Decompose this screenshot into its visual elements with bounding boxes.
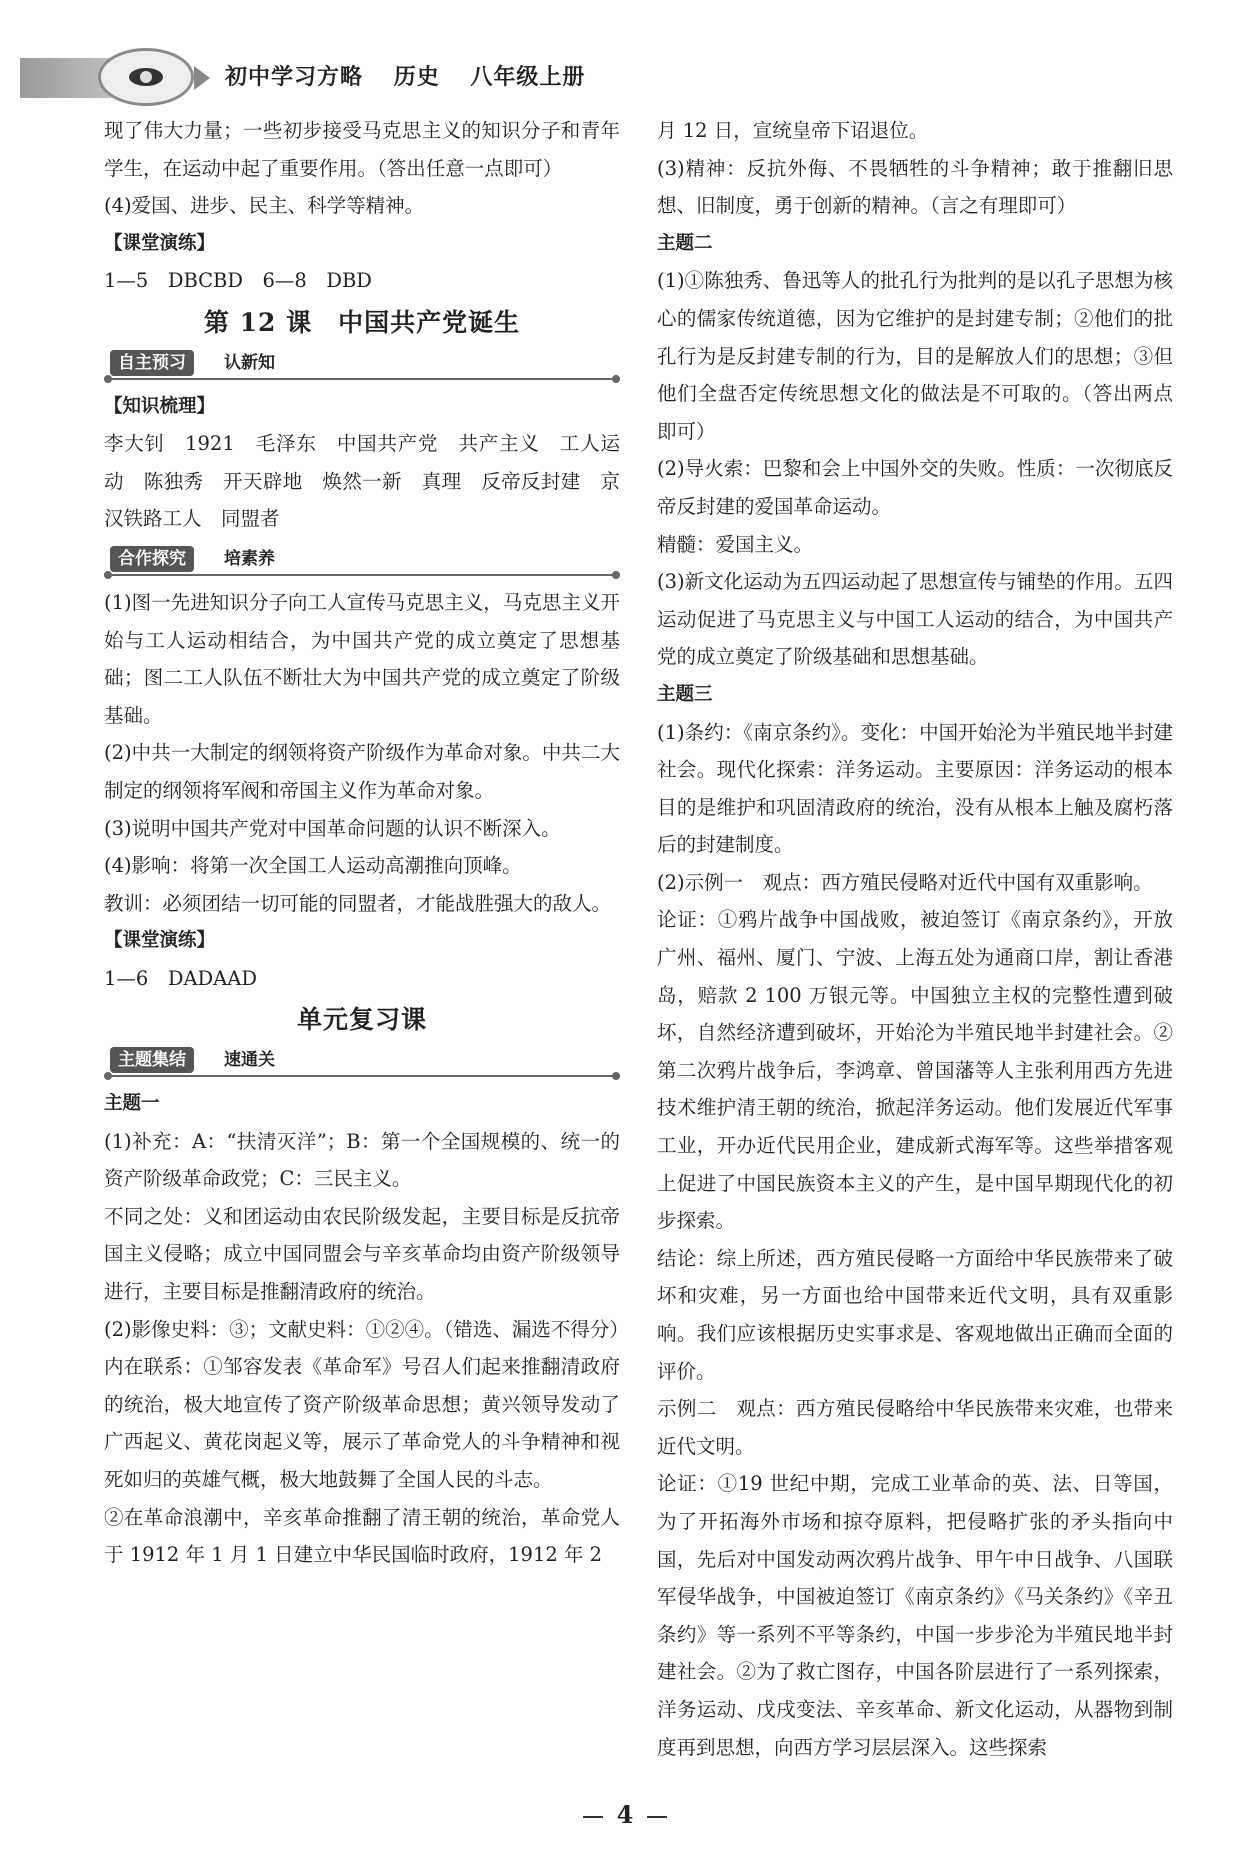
answer-paragraph: (2)示例一 观点：西方殖民侵略对近代中国有双重影响。 xyxy=(657,870,1153,894)
answer-paragraph: (2)导火索：巴黎和会上中国外交的失败。性质：一次彻底反帝反封建的爱国革命运动。 xyxy=(657,457,1173,518)
section-tag: 主题集结 xyxy=(110,1047,194,1073)
knowledge-text: 李大钊 1921 毛泽东 中国共产党 共产主义 工人运动 陈独秀 开天辟地 焕然一新 真理 反帝反封建 京汉铁路工人 同盟者 xyxy=(104,432,620,531)
dash xyxy=(647,1816,667,1818)
eye-icon xyxy=(129,68,163,86)
answer-paragraph: (1)条约：《南京条约》。变化：中国开始沦为半殖民地半封建社会。现代化探索：洋务运动。主要原因：洋务运动的根本目的是维护和巩固清政府的统治，没有从根本上触及腐朽落后的封建制度。 xyxy=(657,720,1173,857)
lesson-title: 第 12 课 中国共产党诞生 xyxy=(203,307,521,337)
answer-paragraph: (1)图一先进知识分子向工人宣传马克思主义，马克思主义开始与工人运动相结合，为中国共产党的成立奠定了思想基础；图二工人队伍不断壮大为中国共产党的成立奠定了阶级基础。 xyxy=(104,590,620,727)
arrow-icon xyxy=(194,66,210,90)
practice-answers: 1—6 DADAAD xyxy=(104,966,257,990)
section-subtitle: 培素养 xyxy=(224,548,275,569)
answer-paragraph: 教训：必须团结一切可能的同盟者，才能战胜强大的敌人。 xyxy=(104,891,612,915)
section-tag: 自主预习 xyxy=(110,350,194,376)
topic-heading: 主题三 xyxy=(657,683,713,705)
practice-label: 【课堂演练】 xyxy=(104,930,216,952)
answer-paragraph: (3)新文化运动为五四运动起了思想宣传与铺垫的作用。五四运动促进了马克思主义与中国工人运动的结合，为中国共产党的成立奠定了阶级基础和思想基础。 xyxy=(657,570,1173,669)
answer-paragraph: 论证：①19 世纪中期，完成工业革命的英、法、日等国，为了开拓海外市场和掠夺原料，把侵略扩张的矛头指向中国，先后对中国发动两次鸦片战争、甲午中日战争、八国联军侵华战争，中国被迫签订《南京条约》《马关条约》《辛丑条约》等一系列不平等条约，中国一步步沦为半殖民地半封建社会。②为了救亡图存，中国各阶层进行了一系列探索，洋务运动、戊戌变法、辛亥革命、新文化运动，从器物到制度再到思想，向西方学习层层深入。这些探索 xyxy=(657,1472,1173,1759)
section-subtitle: 速通关 xyxy=(224,1050,275,1071)
knowledge-label: 【知识梳理】 xyxy=(104,395,216,417)
answer-paragraph: (4)影响：将第一次全国工人运动高潮推向顶峰。 xyxy=(104,854,522,878)
answer-paragraph: (1)①陈独秀、鲁迅等人的批孔行为批判的是以孔子思想为核心的儒家传统道德，因为它维护的是封建专制；②他们的批孔行为是反封建专制的行为，目的是解放人们的思想；③但他们全盘否定传统思想文化的做法是不可取的。（答出两点即可） xyxy=(657,269,1173,443)
divider xyxy=(104,574,620,576)
paragraph: 现了伟大力量；一些初步接受马克思主义的知识分子和青年学生，在运动中起了重要作用。（答出任意一点即可） xyxy=(104,119,620,180)
logo xyxy=(98,48,194,106)
answer-paragraph: 内在联系：①邹容发表《革命军》号召人们起来推翻清政府的统治，极大地宣传了资产阶级革命思想；黄兴领导发动了广西起义、黄花岗起义等，展示了革命党人的斗争精神和视死如归的英雄气概，极大地鼓舞了全国人民的斗志。 xyxy=(104,1355,620,1491)
section-subtitle: 认新知 xyxy=(224,352,275,373)
book-title: 初中学习方略 xyxy=(225,65,364,90)
section-bar-explore xyxy=(104,544,620,578)
grade: 八年级上册 xyxy=(470,65,586,90)
answer-paragraph: (3)说明中国共产党对中国革命问题的认识不断深入。 xyxy=(104,816,561,840)
right-column xyxy=(657,112,1173,1766)
page-number: 4 xyxy=(616,1800,634,1829)
answer-paragraph: (1)补充：A：“扶清灭洋”；B：第一个全国规模的、统一的资产阶级革命政党；C：三民主义。 xyxy=(104,1129,620,1191)
answer-paragraph: 月 12 日，宣统皇帝下诏退位。 xyxy=(657,119,929,142)
header-title xyxy=(225,60,607,91)
section-bar-preview xyxy=(104,348,620,382)
practice-answers: 1—5 DBCBD 6—8 DBD xyxy=(104,269,372,293)
topic-heading: 主题一 xyxy=(104,1093,160,1115)
subject: 历史 xyxy=(393,65,440,90)
answer-paragraph: (2)影像史料：③；文献史料：①②④。（错选、漏选不得分） xyxy=(104,1317,629,1341)
page-header xyxy=(20,48,1230,108)
practice-label: 【课堂演练】 xyxy=(104,232,216,254)
answer-paragraph: ②在革命浪潮中，辛亥革命推翻了清王朝的统治，革命党人于 1912 年 1 月 1 日建立中华民国临时政府，1912 年 2 xyxy=(104,1505,620,1567)
answer-paragraph: 示例二 观点：西方殖民侵略给中华民族带来灾难，也带来近代文明。 xyxy=(657,1397,1173,1458)
divider xyxy=(104,378,620,380)
unit-title: 单元复习课 xyxy=(296,1005,427,1035)
section-tag: 合作探究 xyxy=(110,546,194,572)
section-bar-review xyxy=(104,1045,620,1079)
answer-paragraph: 精髓：爱国主义。 xyxy=(657,532,814,556)
answer-paragraph: (2)中共一大制定的纲领将资产阶级作为革命对象。中共二大制定的纲领将军阀和帝国主义作为革命对象。 xyxy=(104,741,620,802)
answer-paragraph: (3)精神：反抗外侮、不畏牺牲的斗争精神；敢于推翻旧思想、旧制度，勇于创新的精神。（言之有理即可） xyxy=(657,156,1173,218)
answer-paragraph: 结论：综上所述，西方殖民侵略一方面给中华民族带来了破坏和灾难，另一方面也给中国带来近代文明，具有双重影响。我们应该根据历史实事求是、客观地做出正确而全面的评价。 xyxy=(657,1246,1173,1383)
answer-paragraph: 不同之处：义和团运动由农民阶级发起，主要目标是反抗帝国主义侵略；成立中国同盟会与辛亥革命均由资产阶级领导进行，主要目标是推翻清政府的统治。 xyxy=(104,1204,620,1304)
answer-paragraph: 论证：①鸦片战争中国战败，被迫签订《南京条约》，开放广州、福州、厦门、宁波、上海五处为通商口岸，割让香港岛，赔款 2 100 万银元等。中国独立主权的完整性遭到破坏，自然经济遭到破坏，开始沦为半殖民地半封建社会。②第二次鸦片战争后，李鸿章、曾国藩等人主张利用西方先进技术维护清王朝的统治，掀起洋务运动。他们发展近代军事工业，开办近代民用企业，建成新式海军等。这些举措客观上促进了中国民族资本主义的产生，是中国早期现代化的初步探索。 xyxy=(657,908,1173,1233)
page-number-footer xyxy=(0,1800,1250,1829)
paragraph: (4)爱国、进步、民主、科学等精神。 xyxy=(104,194,425,218)
dash xyxy=(583,1816,603,1818)
divider xyxy=(104,1075,620,1077)
topic-heading: 主题二 xyxy=(657,232,713,254)
left-column xyxy=(104,112,629,1574)
